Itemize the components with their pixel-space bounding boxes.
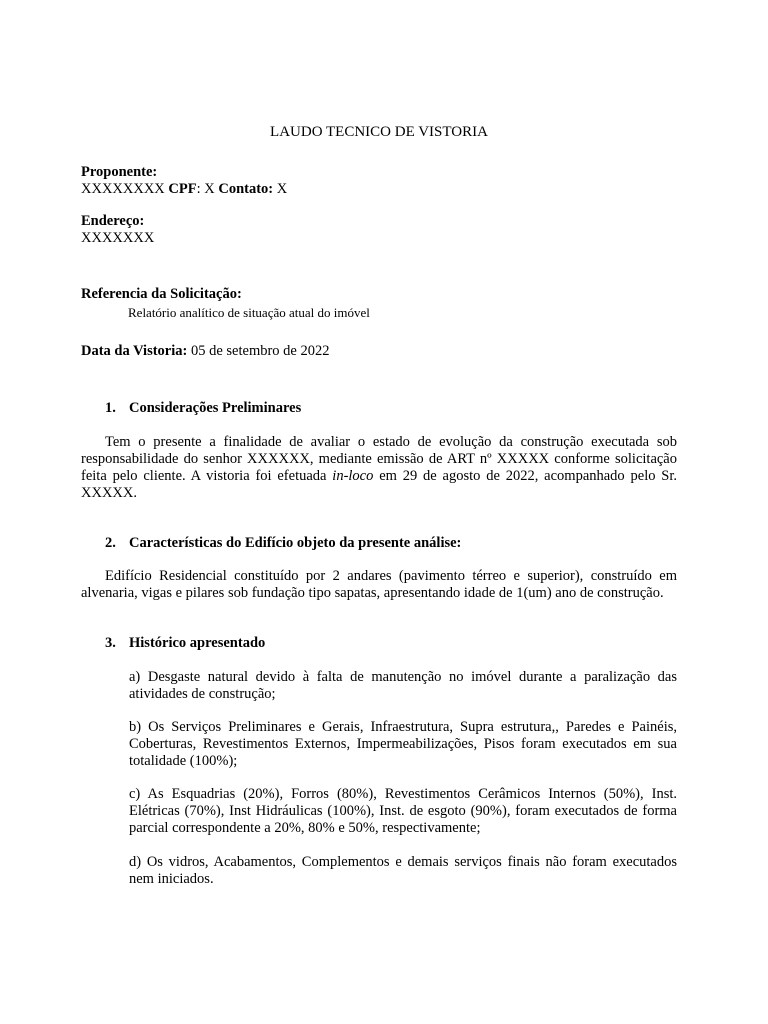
section-title: Características do Edifício objeto da presente análise: (129, 535, 462, 551)
section-2-heading (105, 535, 461, 552)
cpf-label: CPF (168, 181, 197, 197)
section-1-paragraph (81, 434, 677, 502)
paragraph-text: Tem o presente a finalidade de avaliar o estado de evolução da construção executada sob responsabilidade do senhor XXXXXX, mediante emissão de ART nº XXXXX conforme solicitação feita pelo cliente. A vistoria foi efetuada (81, 434, 677, 484)
cpf-value: : X (196, 181, 215, 197)
proponente-label: Proponente: (81, 164, 158, 180)
proponente-block (81, 164, 287, 198)
contato-value: X (273, 181, 288, 197)
section-number: 1. (105, 400, 116, 416)
section-title: Considerações Preliminares (129, 400, 302, 416)
paragraph-text: em 29 de agosto de 2022, acompanhado pelo Sr. XXXXX. (81, 468, 678, 501)
endereco-block (81, 213, 154, 247)
list-item-d: d) Os vidros, Acabamentos, Complementos e demais serviços finais não foram executados nem iniciados. (129, 854, 677, 887)
data-vistoria-label: Data da Vistoria: (81, 343, 188, 359)
document-title: LAUDO TECNICO DE VISTORIA (270, 124, 488, 140)
referencia-block (81, 286, 677, 321)
endereco-value: XXXXXXX (81, 230, 155, 246)
referencia-label: Referencia da Solicitação: (81, 286, 242, 302)
list-item-b: b) Os Serviços Preliminares e Gerais, Infraestrutura, Supra estrutura,, Paredes e Painéis, Coberturas, Revestimentos Externos, Impermeabilizações, Pisos foram executados em sua totalidade (100%); (129, 719, 677, 769)
section-title: Histórico apresentado (129, 635, 266, 651)
section-1-heading (105, 400, 301, 417)
endereco-label: Endereço: (81, 213, 145, 229)
list-item-c: c) As Esquadrias (20%), Forros (80%), Revestimentos Cerâmicos Internos (50%), Inst. Elétricas (70%), Inst Hidráulicas (100%), Inst. de esgoto (90%), foram executados de forma parcial correspondente a 20%, 80% e 50%, respectivamente; (129, 786, 677, 836)
proponente-name: XXXXXXXX (81, 181, 165, 197)
section-number: 2. (105, 535, 116, 551)
data-vistoria (81, 343, 330, 360)
referencia-value: Relatório analítico de situação atual do imóvel (128, 305, 370, 320)
list-item-a: a) Desgaste natural devido à falta de manutenção no imóvel durante a paralização das atividades de construção; (129, 669, 677, 702)
contato-label: Contato: (218, 181, 274, 197)
section-3-heading (105, 635, 265, 652)
section-2-paragraph: Edifício Residencial constituído por 2 andares (pavimento térreo e superior), construído em alvenaria, vigas e pilares sob fundação tipo sapatas, apresentando idade de 1(um) ano de construção. (81, 568, 677, 601)
data-vistoria-value: 05 de setembro de 2022 (187, 343, 330, 359)
paragraph-italic-text: in-loco (332, 468, 374, 484)
section-number: 3. (105, 635, 116, 651)
